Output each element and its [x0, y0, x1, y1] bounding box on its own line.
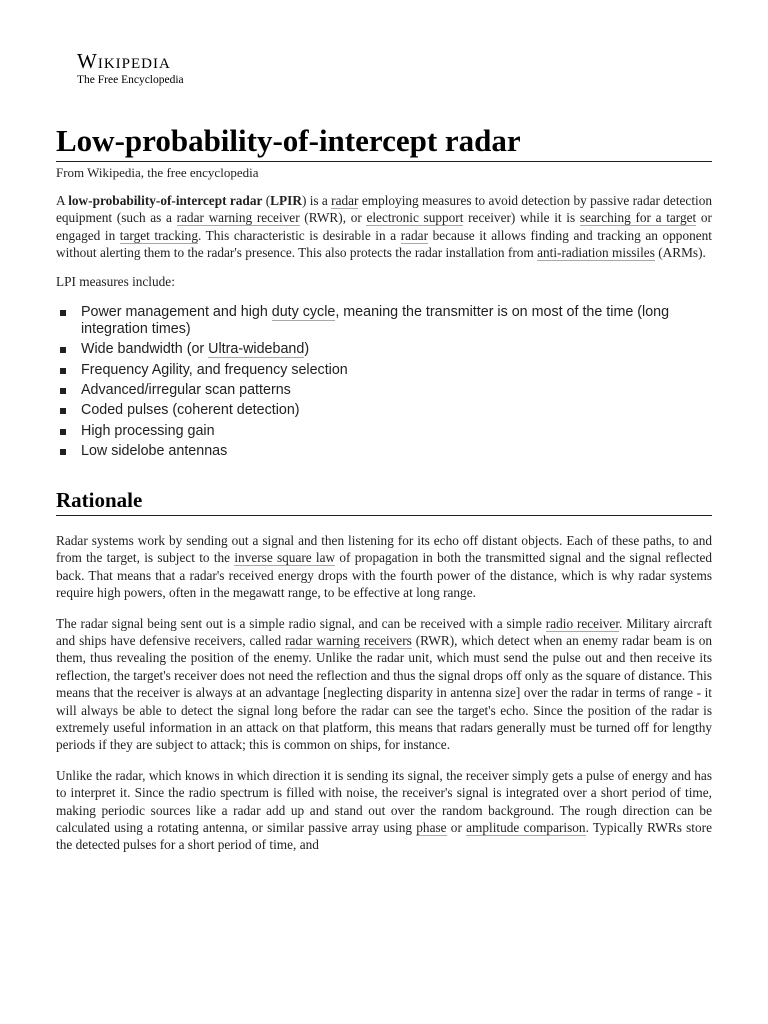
list-item: Frequency Agility, and frequency selection — [56, 362, 712, 379]
bold-term: low-probability-of-intercept radar — [68, 193, 263, 208]
link-radio-receiver[interactable]: radio receiver — [545, 615, 620, 631]
link-anti-radiation-missiles[interactable]: anti-radiation missiles — [537, 245, 655, 261]
logo-tagline: The Free Encyclopedia — [77, 74, 184, 86]
link-radar-warning-receiver[interactable]: radar warning receiver — [176, 210, 300, 226]
list-item: High processing gain — [56, 423, 712, 440]
page-subtitle: From Wikipedia, the free encyclopedia — [56, 165, 259, 180]
link-electronic-support[interactable]: electronic support — [366, 210, 464, 226]
bullet-icon — [60, 388, 66, 394]
section-heading-rationale: Rationale — [56, 487, 712, 516]
lpi-intro: LPI measures include: — [56, 273, 175, 289]
link-ultra-wideband[interactable]: Ultra-wideband — [208, 341, 305, 358]
bullet-icon — [60, 310, 66, 316]
link-amplitude-comparison[interactable]: amplitude comparison — [466, 820, 586, 836]
lpi-measures-list — [56, 304, 712, 460]
bullet-icon — [60, 368, 66, 374]
bullet-icon — [60, 347, 66, 353]
wikipedia-logo[interactable] — [77, 50, 184, 87]
logo-wordmark: Wikipedia — [77, 49, 171, 73]
list-item: Low sidelobe antennas — [56, 443, 712, 460]
rationale-paragraph-3: Unlike the radar, which knows in which direction it is sending its signal, the receiver simply gets a pulse of energy and has to interpret it. Since the radio spectrum is filled with noise, the receiver's signal is integrated over a short period of time, making periodic sources like a radar add up and stand out over the random background. The rough direction can be calculated using a rotating antenna, or similar passive array using phase or amplitude comparison. Typically RWRs store the detected pulses for a short period of time, and — [56, 767, 712, 853]
link-radar-2[interactable]: radar — [400, 227, 428, 243]
link-searching-for-a-target[interactable]: searching for a target — [579, 210, 697, 226]
rationale-paragraph-1: Radar systems work by sending out a signal and then listening for its echo off distant objects. Each of these paths, to and from the target, is subject to the inverse square law of propagation in both the transmitted signal and the signal reflected back. That means that a radar's received energy drops with the fourth power of the distance, which is why radar systems require high powers, often in the megawatt range, to be effective at long range. — [56, 532, 713, 601]
link-radar-warning-receivers[interactable]: radar warning receivers — [285, 633, 412, 648]
page-title: Low-probability-of-intercept radar — [56, 122, 712, 162]
link-radar[interactable]: radar — [331, 193, 359, 208]
bullet-icon — [60, 429, 66, 435]
list-item: Wide bandwidth (or Ultra-wideband) — [56, 341, 712, 358]
link-inverse-square-law[interactable]: inverse square law — [234, 550, 336, 566]
lead-paragraph: A low-probability-of-intercept radar (LPIR) is a radar employing measures to avoid detection by passive radar detection equipment (such as a radar warning receiver (RWR), or electronic support receiver) while it is searching for a target or engaged in target tracking. This characteristic is desirable in a radar because it allows finding and tracking an opponent without alerting them to the radar's presence. This also protects the radar installation from anti-radiation missiles (ARMs). — [56, 193, 713, 261]
list-item: Advanced/irregular scan patterns — [56, 382, 712, 399]
link-duty-cycle[interactable]: duty cycle — [271, 304, 336, 321]
list-item: Power management and high duty cycle, meaning the transmitter is on most of the time (long integration times) — [56, 304, 712, 338]
rationale-paragraph-2: The radar signal being sent out is a simple radio signal, and can be received with a simple radio receiver. Military aircraft and ships have defensive receivers, called radar warning receivers (RWR), which detect when an enemy radar beam is on them, thus revealing the position of the enemy. Unlike the radar unit, which must send the pulse out and then receive its reflection, the target's receiver does not need the reflection and thus the signal drops off only as the square of distance. This means that the receiver is always at an advantage [neglecting disparity in antenna size] over the radar in terms of range - it will always be able to detect the signal long before the radar can see the target's echo. Since the position of the radar is extremely useful information in an attack on that platform, this means that radars generally must be turned off for lengthy periods if they are subject to attack; this is common on ships, for instance. — [56, 615, 713, 753]
bullet-icon — [60, 408, 66, 414]
list-item: Coded pulses (coherent detection) — [56, 402, 712, 419]
bold-abbrev: LPIR — [270, 193, 302, 208]
link-phase[interactable]: phase — [416, 820, 447, 836]
link-target-tracking[interactable]: target tracking — [119, 227, 198, 243]
bullet-icon — [60, 449, 66, 455]
article-content — [56, 122, 712, 854]
